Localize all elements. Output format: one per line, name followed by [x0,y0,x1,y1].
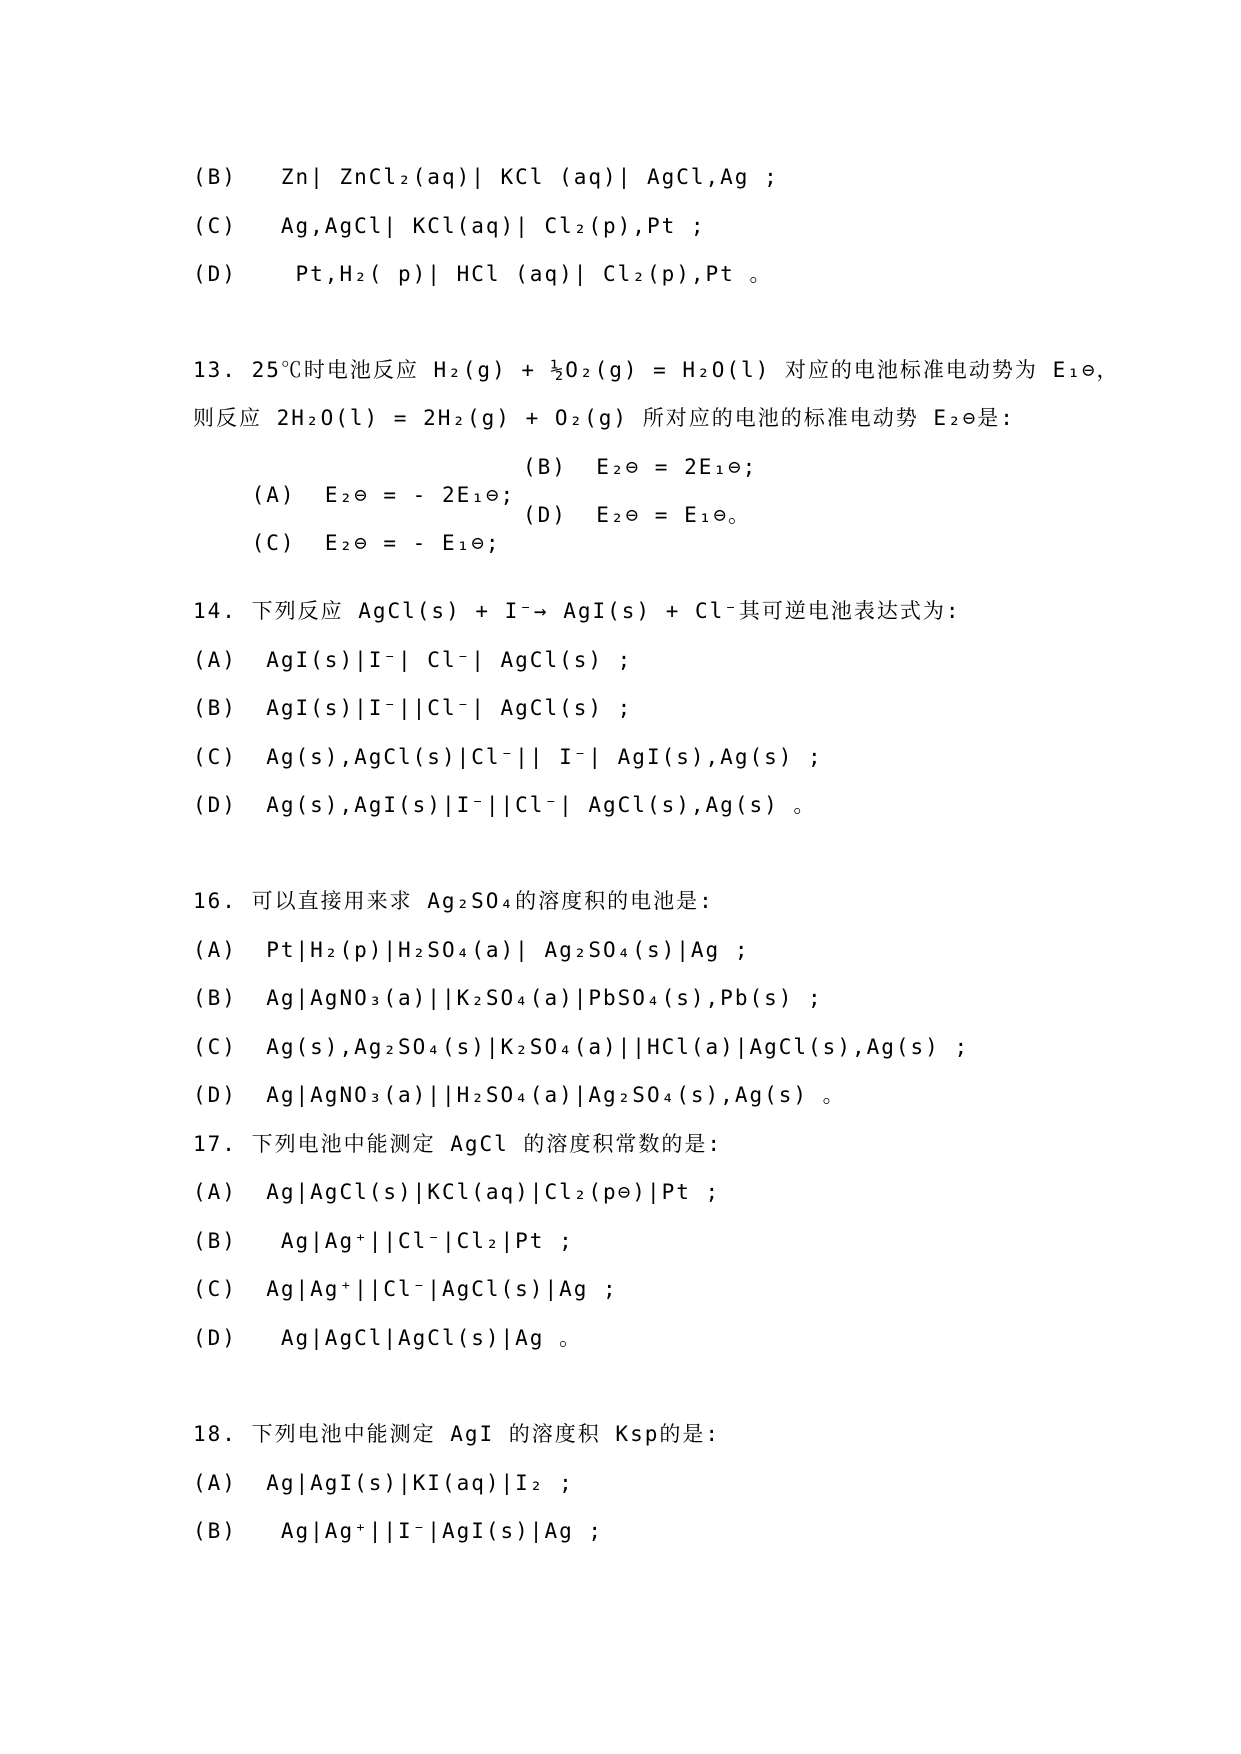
option-17-B [193,1227,574,1255]
question-16-stem: 16. 可以直接用来求 Ag₂SO₄的溶度积的电池是: [193,889,714,913]
option-14-A [193,646,632,674]
option-14-D [193,791,816,819]
option-16-C [193,1033,969,1061]
option-text: Ag|AgCl|AgCl(s)|Ag 。 [280,1326,583,1350]
question-17-stem: 17. 下列电池中能测定 AgCl 的溶度积常数的是: [193,1132,723,1156]
option-label: (A) [193,1180,237,1204]
option-16-B [193,984,823,1012]
option-text: Ag|Ag⁺||I⁻|AgI(s)|Ag ; [280,1519,604,1543]
option-text: E₂⊖ = E₁⊖。 [596,503,752,527]
option-18-B [193,1517,603,1545]
option-text: Ag|AgI(s)|KI(aq)|I₂ ; [266,1471,574,1495]
option-label: (B) [193,1519,237,1543]
option-label: (A) [193,938,237,962]
option-17-D [193,1324,582,1352]
option-label: (C) [251,531,296,555]
question-18-stem: 18. 下列电池中能测定 AgI 的溶度积 Ksp的是: [193,1422,721,1446]
option-12-B [193,163,779,191]
option-label: (D) [523,503,567,527]
option-label: (B) [193,165,237,189]
option-18-A [193,1469,574,1497]
option-label: (D) [193,793,237,817]
option-text: E₂⊖ = 2E₁⊖; [596,455,758,479]
question-14-stem: 14. 下列反应 AgCl(s) + I⁻→ AgI(s) + Cl⁻其可逆电池表达式为: [193,599,961,623]
option-text: Zn| ZnCl₂(aq)| KCl (aq)| AgCl,Ag ; [280,165,779,189]
option-text: AgI(s)|I⁻| Cl⁻| AgCl(s) ; [266,648,633,672]
question-13-stem-2: 则反应 2H₂O(l) = 2H₂(g) + O₂(g) 所对应的电池的标准电动势 E₂⊖是: [193,406,1015,430]
question-13-stem-1: 13. 25℃时电池反应 H₂(g) + ½O₂(g) = H₂O(l) 对应的电池标准电动势为 E₁⊖， [193,358,1120,382]
option-label: (D) [193,262,237,286]
option-text: Pt,H₂( p)| HCl (aq)| Cl₂(p),Pt 。 [295,262,773,286]
option-text: Ag|Ag⁺||Cl⁻|AgCl(s)|Ag ; [266,1277,618,1301]
option-label: (B) [193,696,237,720]
option-text: Ag,AgCl| KCl(aq)| Cl₂(p),Pt ; [280,214,706,238]
option-text: AgI(s)|I⁻||Cl⁻| AgCl(s) ; [266,696,633,720]
option-label: (A) [193,1471,237,1495]
option-13-B [523,453,757,481]
option-text: Ag(s),AgI(s)|I⁻||Cl⁻| AgCl(s),Ag(s) 。 [266,793,817,817]
option-label: (B) [523,455,567,479]
option-13-D [523,501,751,529]
option-label: (C) [193,1035,237,1059]
option-label: (C) [193,214,237,238]
option-17-A [193,1178,720,1206]
option-16-D [193,1081,846,1109]
option-label: (A) [251,483,296,507]
option-label: (C) [193,745,237,769]
option-label: (B) [193,1229,237,1253]
option-text: Pt|H₂(p)|H₂SO₄(a)| Ag₂SO₄(s)|Ag ; [266,938,750,962]
option-text: Ag(s),AgCl(s)|Cl⁻|| I⁻| AgI(s),Ag(s) ; [266,745,823,769]
option-12-C [193,212,706,240]
option-label: (A) [193,648,237,672]
option-14-B [193,694,632,722]
option-text: Ag|AgNO₃(a)||H₂SO₄(a)|Ag₂SO₄(s),Ag(s) 。 [266,1083,846,1107]
option-text: E₂⊖ = - E₁⊖; [324,531,501,555]
option-16-A [193,936,749,964]
option-label: (D) [193,1326,237,1350]
option-label: (B) [193,986,237,1010]
option-text: Ag|AgNO₃(a)||K₂SO₄(a)|PbSO₄(s),Pb(s) ; [266,986,823,1010]
option-label: (C) [193,1277,237,1301]
option-14-C [193,743,823,771]
option-text: E₂⊖ = - 2E₁⊖; [324,483,516,507]
option-label: (D) [193,1083,237,1107]
option-17-C [193,1275,618,1303]
option-text: Ag(s),Ag₂SO₄(s)|K₂SO₄(a)||HCl(a)|AgCl(s),Ag(s) ; [266,1035,970,1059]
option-text: Ag|AgCl(s)|KCl(aq)|Cl₂(p⊖)|Pt ; [266,1180,721,1204]
option-text: Ag|Ag⁺||Cl⁻|Cl₂|Pt ; [280,1229,574,1253]
option-12-D [193,260,772,288]
